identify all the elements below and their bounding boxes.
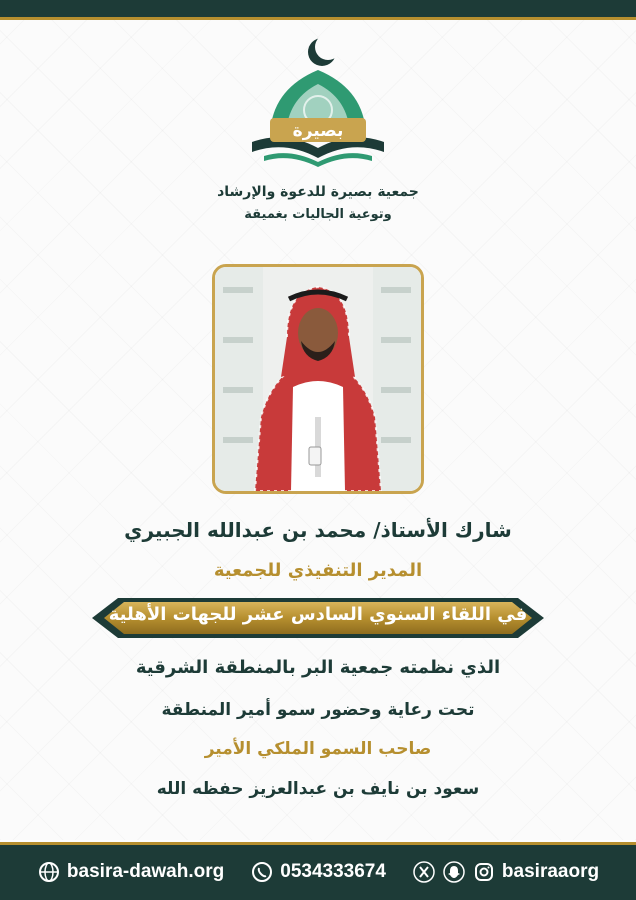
- x-icon[interactable]: [412, 860, 436, 884]
- prince-name-line: سعود بن نايف بن عبدالعزيز حفظه الله: [156, 779, 480, 799]
- whatsapp-icon: [250, 860, 274, 884]
- participant-photo-illustration: [215, 267, 421, 491]
- organizer-line: الذي نظمته جمعية البر بالمنطقة الشرقية: [135, 657, 501, 678]
- role-line: المدير التنفيذي للجمعية: [213, 560, 423, 581]
- globe-icon: [37, 860, 61, 884]
- footer-contacts: [0, 858, 636, 886]
- basira-logo: [230, 30, 406, 180]
- organization-name-line1: جمعية بصيرة للدعوة والإرشاد: [217, 184, 419, 200]
- logo-wordmark: بصيرة: [292, 121, 344, 141]
- phone-number[interactable]: 0534333674: [280, 861, 386, 882]
- royal-title-line: صاحب السمو الملكي الأمير: [204, 739, 432, 759]
- event-line: في اللقاء السنوي السادس عشر للجهات الأهلية: [108, 604, 528, 625]
- logo-graphic: [230, 30, 406, 180]
- top-gold-stripe: [0, 17, 636, 20]
- participant-line: شارك الأستاذ/ محمد بن عبدالله الجبيري: [124, 518, 512, 542]
- top-band: [0, 0, 636, 20]
- snapchat-icon[interactable]: [442, 860, 466, 884]
- participant-photo: [212, 264, 424, 494]
- organization-name-line2: وتوعية الجاليات بغميقة: [244, 207, 392, 222]
- footer-gold-stripe: [0, 842, 636, 845]
- instagram-icon[interactable]: [472, 860, 496, 884]
- patronage-line: تحت رعاية وحضور سمو أمير المنطقة: [161, 700, 475, 720]
- website-link[interactable]: basira-dawah.org: [66, 861, 225, 882]
- footer: [0, 842, 636, 900]
- social-handle[interactable]: basiraaorg: [501, 861, 600, 882]
